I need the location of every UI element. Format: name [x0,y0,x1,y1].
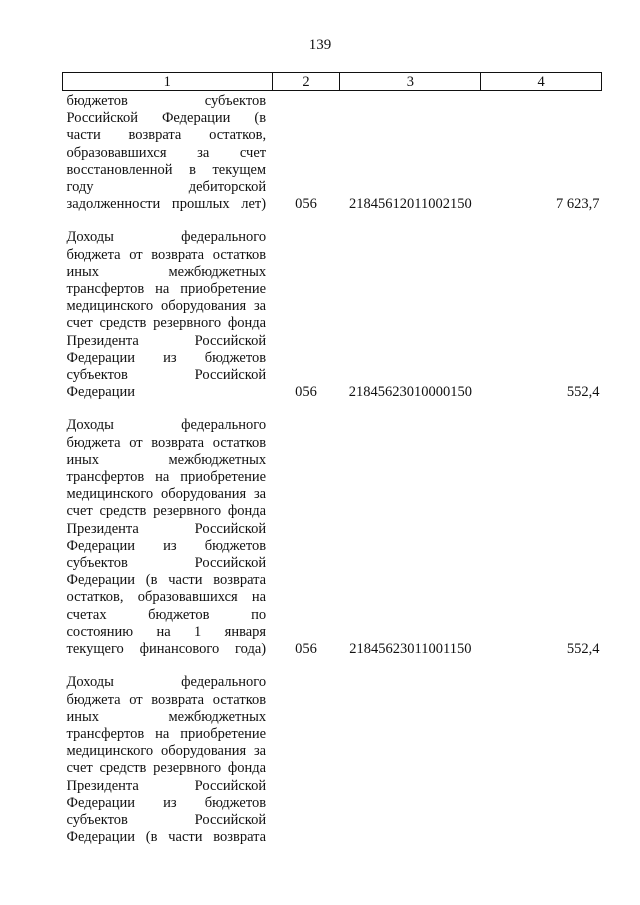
column-header-4: 4 [481,73,602,91]
description-line: субъектов Российской [66,811,267,828]
budget-classification-code [340,674,481,846]
amount-value: 552,4 [566,384,600,401]
page-number: 139 [308,37,332,53]
description-line: субъектов Российской [66,555,267,572]
description-line: остатков, образовавшихся на [66,589,267,606]
description-line: Президента Российской [66,332,267,349]
table-row [63,229,602,417]
description-line: иных межбюджетных [66,263,267,280]
description-line: Федерации из бюджетов [66,349,267,366]
revenue-description [63,417,273,674]
description-line: Доходы федерального [66,674,267,691]
table-header-row [63,73,602,91]
revenue-description [63,229,273,417]
description-line: трансфертов на приобретение [66,469,267,486]
administrator-code: 056 [295,196,317,213]
description-line: счет средств резервного фонда [66,760,267,777]
amount-value [481,674,602,846]
description-line: медицинского оборудования за [66,298,267,315]
description-line: образовавшихся за счет [66,144,267,161]
description-line: состоянию на 1 января [66,623,267,640]
table-body [63,91,602,847]
description-line: бюджета от возврата остатков [66,434,267,451]
description-line: трансфертов на приобретение [66,281,267,298]
administrator-code [272,674,340,846]
column-header-2: 2 [272,73,340,91]
description-line: бюджетов субъектов [66,93,267,109]
description-line: субъектов Российской [66,367,267,384]
column-header-3: 3 [340,73,481,91]
amount-value: 7 623,7 [556,196,600,213]
description-line: году дебиторской [66,179,267,196]
budget-classification-code: 21845623011001150 [349,641,472,658]
table-row [63,91,602,230]
description-line: части возврата остатков, [66,127,267,144]
column-header-1: 1 [63,73,273,91]
administrator-code: 056 [295,384,317,401]
description-line: Федерации (в части возврата [66,829,267,846]
description-line: бюджета от возврата остатков [66,246,267,263]
table-row [63,674,602,846]
description-line: Российской Федерации (в [66,110,267,127]
description-line: Президента Российской [66,777,267,794]
description-line: трансфертов на приобретение [66,725,267,742]
description-line: Доходы федерального [66,417,267,434]
description-line: счет средств резервного фонда [66,315,267,332]
description-line: Федерации [66,384,135,401]
description-line: Президента Российской [66,520,267,537]
description-line: иных межбюджетных [66,708,267,725]
description-line: счет средств резервного фонда [66,503,267,520]
budget-classification-code: 21845623010000150 [348,384,472,401]
budget-revenue-table [62,72,602,846]
amount-value: 552,4 [566,641,600,658]
description-line: иных межбюджетных [66,451,267,468]
description-line: текущего финансового года) [66,641,267,658]
table-row [63,417,602,674]
description-line: Федерации (в части возврата [66,572,267,589]
description-line: Федерации из бюджетов [66,794,267,811]
description-line: задолженности прошлых лет) [66,196,267,213]
administrator-code: 056 [295,641,317,658]
revenue-description [63,674,273,846]
description-line: счетах бюджетов по [66,606,267,623]
description-line: медицинского оборудования за [66,743,267,760]
description-line: бюджета от возврата остатков [66,691,267,708]
revenue-description [63,91,273,230]
description-line: медицинского оборудования за [66,486,267,503]
budget-classification-code: 21845612011002150 [349,196,472,213]
description-line: Федерации из бюджетов [66,537,267,554]
description-line: восстановленной в текущем [66,161,267,178]
description-line: Доходы федерального [66,229,267,246]
